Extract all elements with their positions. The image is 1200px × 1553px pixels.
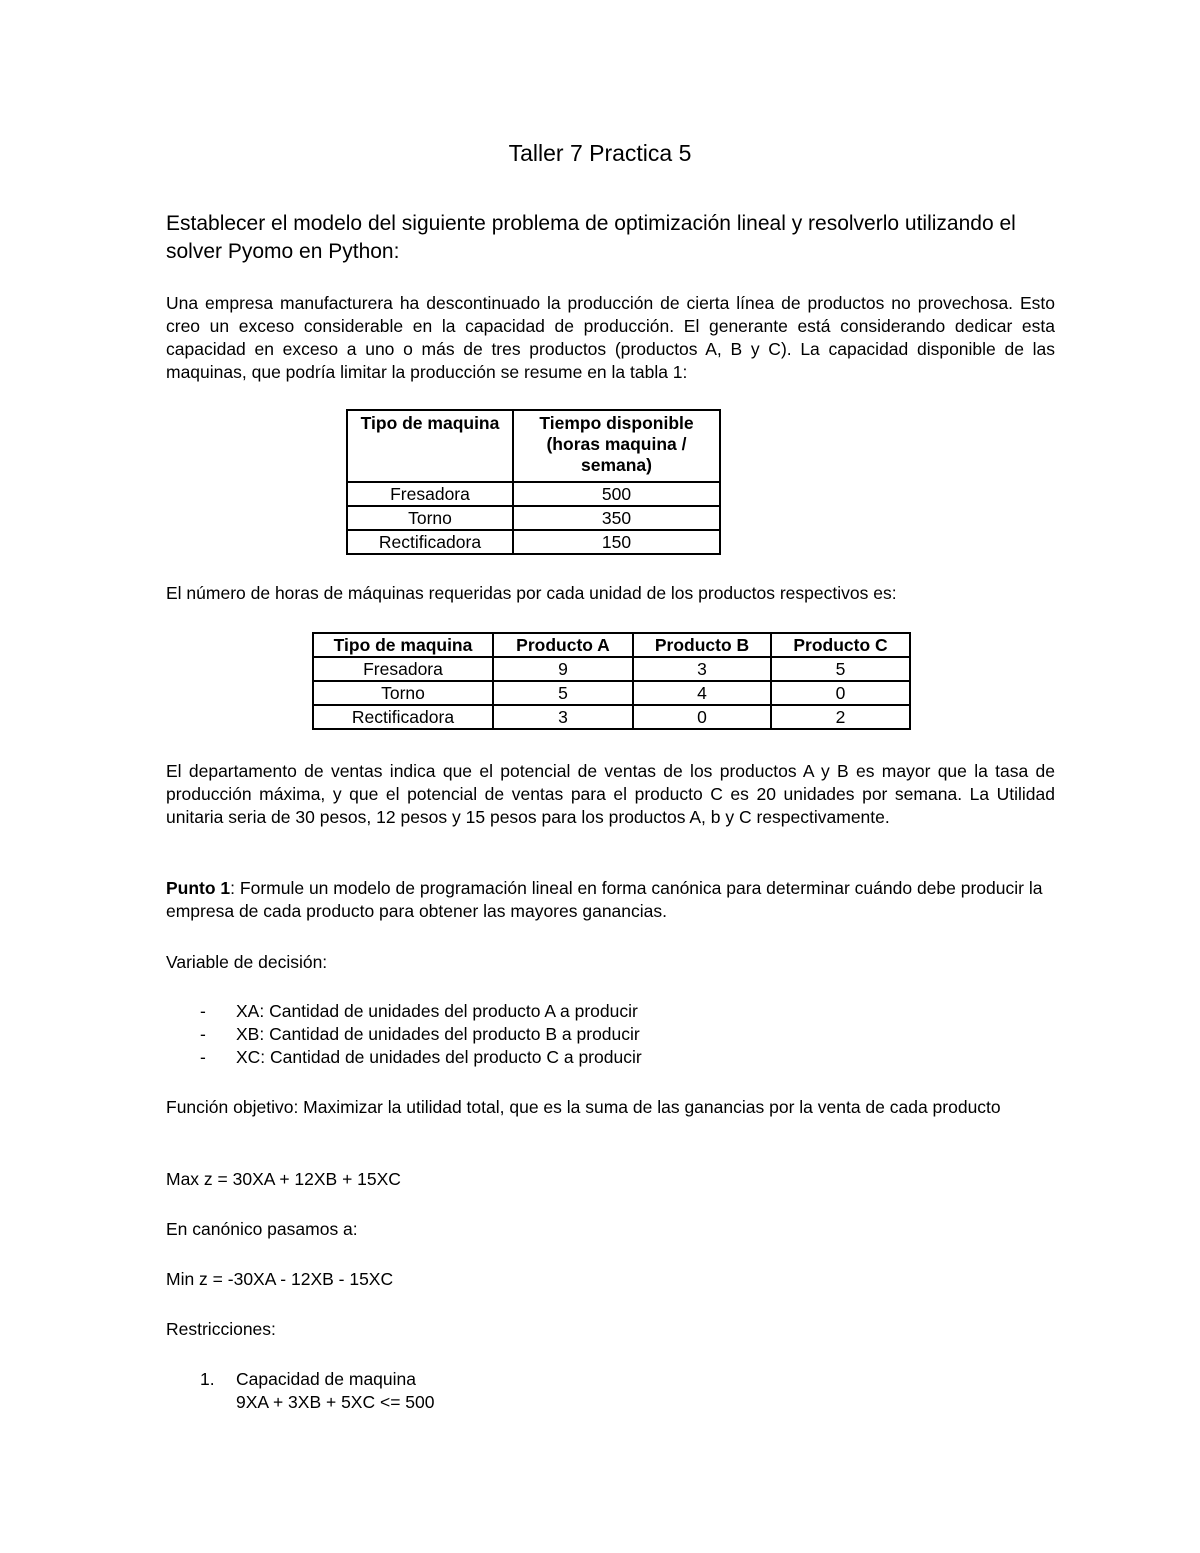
- table-header: Tipo de maquina: [347, 410, 513, 482]
- table-cell: 150: [513, 530, 720, 554]
- sales-paragraph: El departamento de ventas indica que el potencial de ventas de los productos A y B es mayor que la tasa de producción máxima, y que el potencial de ventas para el producto C es 20 unidades por semana. La Utilidad unitaria seria de 30 pesos, 12 pesos y 15 pesos para los productos A, b y C respectivamente.: [166, 761, 1055, 827]
- table-row: [347, 482, 720, 506]
- list-item: [200, 1000, 638, 1023]
- punto1-label: Punto 1: [166, 878, 231, 898]
- bullet-dash: -: [200, 1024, 206, 1044]
- restrictions-heading: Restricciones:: [166, 1319, 276, 1339]
- table-header: Tipo de maquina: [313, 633, 493, 657]
- table-row: [313, 681, 910, 705]
- table-cell: 350: [513, 506, 720, 530]
- punto1-paragraph: [166, 877, 1055, 923]
- table-row: [347, 506, 720, 530]
- list-item: [200, 1023, 640, 1046]
- table-cell: 3: [633, 657, 771, 681]
- variable-text: XA: Cantidad de unidades del producto A a producir: [236, 1001, 638, 1021]
- table-header-row: [313, 633, 910, 657]
- table-cell: 9: [493, 657, 633, 681]
- restriction-title: Capacidad de maquina: [236, 1369, 416, 1389]
- list-number: 1.: [200, 1369, 215, 1389]
- table-cell: Fresadora: [313, 657, 493, 681]
- hours-required-text: El número de horas de máquinas requeridas por cada unidad de los productos respectivos es:: [166, 583, 897, 603]
- table-cell: 2: [771, 705, 910, 729]
- list-item: [200, 1368, 416, 1391]
- table-row: [313, 705, 910, 729]
- table-row: [347, 530, 720, 554]
- intro-text: Establecer el modelo del siguiente problema de optimización lineal y resolverlo utilizando el solver Pyomo en Python:: [166, 212, 1016, 263]
- variable-text: XC: Cantidad de unidades del producto C a producir: [236, 1047, 642, 1067]
- table-cell: 0: [771, 681, 910, 705]
- document-title: Taller 7 Practica 5: [508, 140, 692, 166]
- min-equation: Min z = -30XA - 12XB - 15XC: [166, 1269, 394, 1289]
- list-item: [200, 1046, 642, 1069]
- canonical-text: En canónico pasamos a:: [166, 1219, 358, 1239]
- table-cell: Rectificadora: [313, 705, 493, 729]
- punto1-text: : Formule un modelo de programación lineal en forma canónica para determinar cuándo debe producir la empresa de cada producto para obtener las mayores ganancias.: [166, 878, 1043, 921]
- bullet-dash: -: [200, 1001, 206, 1021]
- table-cell: 0: [633, 705, 771, 729]
- table-cell: 500: [513, 482, 720, 506]
- table-cell: 5: [493, 681, 633, 705]
- table-cell: Rectificadora: [347, 530, 513, 554]
- table-cell: 4: [633, 681, 771, 705]
- table-row: [313, 657, 910, 681]
- variable-heading: Variable de decisión:: [166, 952, 328, 972]
- objective-text: Función objetivo: Maximizar la utilidad total, que es la suma de las ganancias por la venta de cada producto: [166, 1097, 1001, 1117]
- table-header: Producto C: [771, 633, 910, 657]
- table-cell: Torno: [347, 506, 513, 530]
- table-cell: Torno: [313, 681, 493, 705]
- table-header: Tiempo disponible (horas maquina / semana): [513, 410, 720, 482]
- hours-per-product-table: [312, 632, 911, 730]
- table-header-row: [347, 410, 720, 482]
- variable-text: XB: Cantidad de unidades del producto B a producir: [236, 1024, 640, 1044]
- machine-capacity-table: [346, 409, 721, 555]
- problem-description: Una empresa manufacturera ha descontinuado la producción de cierta línea de productos no provechosa. Esto creo un exceso considerable en la capacidad de producción. El generante está considerando dedicar esta capacidad en exceso a uno o más de tres productos (productos A, B y C). La capacidad disponible de las maquinas, que podría limitar la producción se resume en la tabla 1:: [166, 293, 1055, 382]
- table-cell: 3: [493, 705, 633, 729]
- restriction-equation: 9XA + 3XB + 5XC <= 500: [236, 1392, 435, 1412]
- max-equation: Max z = 30XA + 12XB + 15XC: [166, 1169, 401, 1189]
- bullet-dash: -: [200, 1047, 206, 1067]
- table-header: Producto B: [633, 633, 771, 657]
- table-cell: Fresadora: [347, 482, 513, 506]
- table-cell: 5: [771, 657, 910, 681]
- table-header: Producto A: [493, 633, 633, 657]
